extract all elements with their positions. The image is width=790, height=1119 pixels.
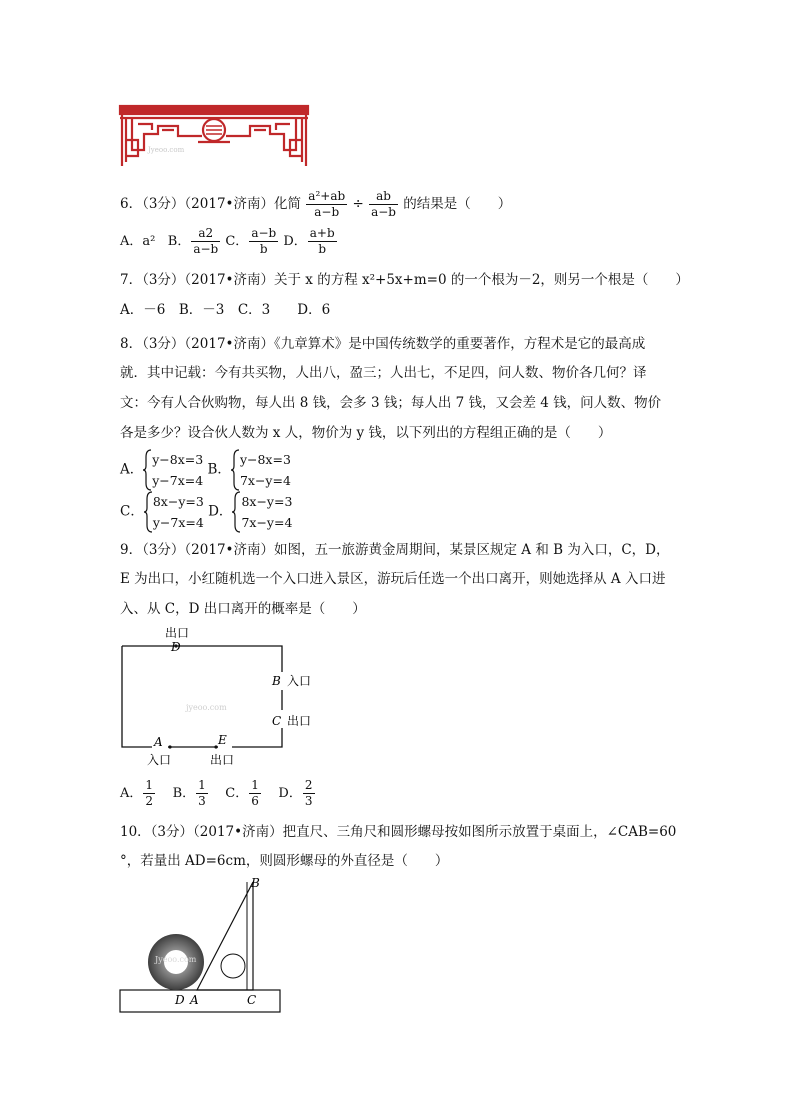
question-8-line-2: 就．其中记载：今有共买物，人出八，盈三；人出七，不足四，问人数、物价各几何？译 (120, 365, 647, 381)
point-d-label: D (171, 640, 181, 654)
point-a-label: A (190, 993, 199, 1007)
q6-option-b-fraction: $\frac{a2}{a-b}$ (193, 226, 219, 256)
q6-option-c-label: C． (225, 234, 249, 249)
decorative-lattice-ornament (118, 104, 310, 168)
q8-option-d-label: D． (208, 503, 233, 520)
point-d-label: D (175, 993, 185, 1007)
q8-option-c-system: 8x−y=3 y−7x=4 (144, 491, 204, 533)
point-c-label: C (272, 714, 282, 728)
q9-option-a-fraction: $\frac{1}{2}$ (145, 778, 154, 808)
q6-divide-sign: ÷ (352, 196, 364, 212)
q6-option-d-fraction: $\frac{a+b}{b}$ (309, 226, 335, 256)
q8-options-row-2 (120, 491, 292, 533)
q6-option-b-label: B． (167, 234, 191, 249)
point-e-tag: 出口 (210, 753, 235, 767)
q6-suffix: 的结果是（ ） (403, 196, 512, 212)
q8-options-row-1 (120, 449, 291, 491)
q9-option-a-label: A． (120, 786, 143, 801)
q6-option-d-label: D． (283, 234, 307, 249)
point-c-label: C (247, 993, 257, 1007)
question-6 (120, 189, 511, 220)
q8-option-c-label: C． (120, 503, 144, 520)
scenic-area-diagram (110, 622, 330, 772)
diagram-watermark: jyeoo.com (186, 703, 227, 712)
question-8-line-4: 各是多少？设合伙人数为 x 人，物价为 y 钱，以下列出的方程组正确的是（ ） (120, 425, 612, 441)
q9-option-c-fraction: $\frac{1}{6}$ (251, 778, 259, 808)
diagram-watermark: Jyeoo.com (155, 955, 197, 964)
q6-fraction-1: $\frac{\text{a²+ab}}{a-b}$ (308, 189, 346, 219)
question-9-line-3: 入、从 C，D 出口离开的概率是（ ） (120, 601, 366, 617)
q8-option-b-system: y−8x=3 7x−y=4 (231, 449, 291, 491)
q9-options (120, 778, 316, 809)
triangle-ruler (197, 882, 253, 990)
point-b-label: B (251, 876, 260, 890)
question-9-line-2: E 为出口，小红随机选一个入口进入景区，游玩后任选一个出口离开，则她选择从 A 入口进 (120, 571, 666, 587)
q9-option-b-fraction: $\frac{1}{3}$ (198, 778, 206, 808)
point-a-label: A (154, 735, 163, 749)
q6-options (120, 226, 338, 257)
point-b-label: B (272, 674, 281, 688)
question-7: 7．（3分）（2017•济南）关于 x 的方程 x²+5x+m=0 的一个根为－2，则另一个根是（ ） (120, 272, 689, 288)
q9-option-b-label: B． (172, 786, 196, 801)
q6-option-c-fraction: $\frac{a-b}{b}$ (251, 226, 277, 256)
ruler-triangle-nut-diagram (115, 872, 290, 1018)
question-10-line-1: 10．（3分）（2017•济南）把直尺、三角尺和圆形螺母按如图所示放置于桌面上，∠CAB=60 (120, 824, 677, 840)
q9-option-d-fraction: $\frac{2}{3}$ (304, 778, 313, 808)
q6-prefix: 6．（3分）（2017•济南）化简 (120, 196, 301, 212)
exit-label-top: 出口 (165, 626, 190, 640)
q9-option-d-label: D． (278, 786, 302, 801)
question-9-line-1: 9．（3分）（2017•济南）如图，五一旅游黄金周期间，某景区规定 A 和 B 为入口，C，D， (120, 542, 670, 558)
q6-fraction-2: $\frac{ab}{a-b}$ (371, 189, 396, 219)
q7-options: A．－6 B．－3 C．3 D．6 (120, 302, 331, 318)
q6-option-a: A．a² (120, 234, 156, 249)
q8-option-a-system: y−8x=3 y−7x=4 (143, 449, 203, 491)
point-a-tag: 入口 (147, 753, 172, 767)
question-10-line-2: °，若量出 AD=6cm，则圆形螺母的外直径是（ ） (120, 853, 449, 869)
triangle-hole (221, 954, 245, 978)
question-8-line-3: 文：今有人合伙购物，每人出 8 钱，会多 3 钱；每人出 7 钱，又会差 4 钱，问人数、物价 (120, 395, 662, 411)
question-8-line-1: 8．（3分）（2017•济南）《九章算术》是中国传统数学的重要著作，方程术是它的最高成 (120, 336, 646, 352)
q8-option-a-label: A． (120, 461, 144, 478)
q8-option-d-system: 8x−y=3 7x−y=4 (232, 491, 292, 533)
point-b-tag: 入口 (287, 674, 312, 688)
q9-option-c-label: C． (225, 786, 249, 801)
q8-option-b-label: B． (207, 461, 231, 478)
point-c-tag: 出口 (287, 714, 312, 728)
point-e-label: E (218, 733, 227, 747)
svg-text:Jyeoo.com: Jyeoo.com (148, 146, 185, 154)
